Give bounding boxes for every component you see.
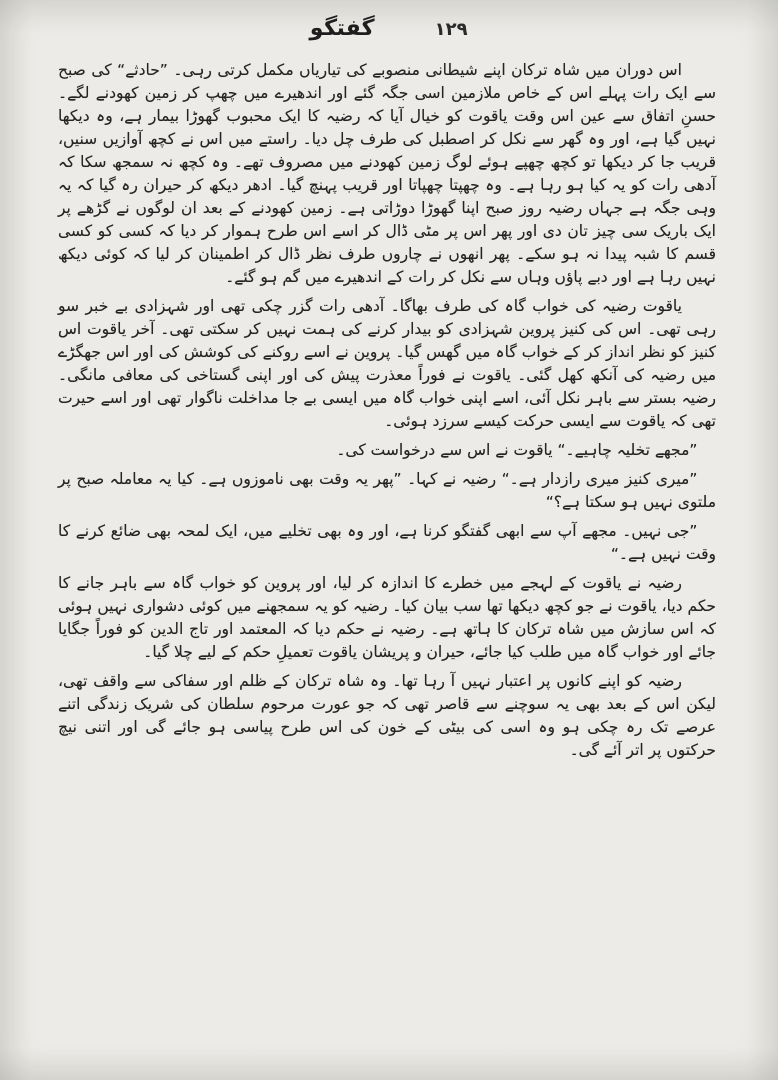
page-number: ۱۲۹: [434, 19, 468, 40]
paragraph-dialogue: ”جی نہیں۔ مجھے آپ سے ابھی گفتگو کرنا ہے، اور وہ بھی تخلیے میں، ایک لمحہ بھی ضائع کرنے کا وقت نہیں ہے۔“: [58, 522, 716, 563]
paragraph-dialogue: ”مجھے تخلیہ چاہیے۔“ یاقوت نے اس سے درخواست کی۔: [336, 441, 698, 459]
page-title: گفتگو: [309, 16, 376, 41]
body-text: [0, 41, 778, 762]
paragraph: اس دوران میں شاہ ترکان اپنے شیطانی منصوبے کی تیاریاں مکمل کرتی رہی۔ ”حادثے“ کی صبح سے ایک رات پہلے اس کے خاص ملازمین اسی جگہ گئے اور اندھیرے میں چھپ کر زمین کھودنے لگے۔ حسنِ اتفاق سے عین اس وقت یاقوت کو خیال آیا کہ رضیہ کا ایک محبوب گھوڑا بیمار ہے، وہ دیکھا نہیں گیا ہے، اور وہ گھر سے نکل کر اصطبل کی طرف چل دیا۔ راستے میں اس نے کچھ آوازیں سنیں، قریب جا کر دیکھا تو کچھ چھپے ہوئے لوگ زمین کھودنے میں مصروف تھے۔ وہ کچھ نہ سمجھ سکا کہ آدھی رات کو یہ کیا ہو رہا ہے۔ وہ چھپتا چھپاتا اور قریب پہنچ گیا۔ ادھر دیکھ کر حیران رہ گیا کہ یہ وہی جگہ ہے جہاں رضیہ روز صبح اپنا گھوڑا دوڑاتی ہے۔ زمین کھودنے کے بعد ان لوگوں نے گڑھے پر ایک باریک سی چیز تان دی اور پھر اس پر مٹی ڈال کر اسے اس طرح ہموار کر دیا کہ کسی کو کسی قسم کا شبہ پیدا نہ ہو سکے۔ پھر انھوں نے چاروں طرف نظر ڈال کر اطمینان کر لیا کہ کوئی دیکھ نہیں رہا ہے اور دبے پاؤں وہاں سے نکل کر رات کے اندھیرے میں گم ہو گئے۔: [58, 61, 716, 286]
paragraph: رضیہ کو اپنے کانوں پر اعتبار نہیں آ رہا تھا۔ وہ شاہ ترکان کے ظلم اور سفاکی سے واقف تھی، لیکن اس کے بعد بھی یہ سوچنے سے قاصر تھی کہ جو عورت مرحوم سلطان کی شریک زندگی اتنے عرصے تک رہ چکی ہو وہ اسی کی بیٹی کے خون کی اس طرح پیاسی ہو جائے گی اور اتنی نیچ حرکتوں پر اتر آئے گی۔: [58, 672, 716, 759]
paragraph: رضیہ نے یاقوت کے لہجے میں خطرے کا اندازہ کر لیا، اور پروین کو خواب گاہ سے باہر جانے کا حکم دیا، یاقوت نے جو کچھ دیکھا تھا سب بیان کیا۔ رضیہ کو یہ سمجھنے میں کوئی دشواری نہیں ہوئی کہ اس سازش میں شاہ ترکان کا ہاتھ ہے۔ رضیہ نے حکم دیا کہ المعتمد اور تاج الدین کو فوراً جگایا جائے اور خواب گاہ میں طلب کیا جائے، حیران و پریشان یاقوت تعمیلِ حکم کے لیے چلا گیا۔: [58, 574, 716, 661]
page-header: [0, 0, 778, 41]
paragraph-dialogue: ”میری کنیز میری رازدار ہے۔“ رضیہ نے کہا۔ ”پھر یہ وقت بھی ناموزوں ہے۔ کیا یہ معاملہ صبح پر ملتوی نہیں ہو سکتا ہے؟“: [58, 470, 716, 511]
paragraph: یاقوت رضیہ کی خواب گاہ کی طرف بھاگا۔ آدھی رات گزر چکی تھی اور شہزادی بے خبر سو رہی تھی۔ اس کی کنیز پروین شہزادی کو بیدار کرنے کی ہمت نہیں کر سکتی تھی۔ آخر یاقوت اس کنیز کو نظر انداز کر کے خواب گاہ میں گھس گیا۔ پروین نے اسے روکنے کی کوشش کی اور اس جھگڑے میں رضیہ کی آنکھ کھل گئی۔ یاقوت نے فوراً معذرت پیش کی اور اپنی گستاخی کی معافی مانگی۔ رضیہ بستر سے باہر نکل آئی، اسے اپنی خواب گاہ میں ایسی بے جا مداخلت ناگوار تھی اور اسے حیرت تھی کہ یاقوت سے ایسی حرکت کیسے سرزد ہوئی۔: [58, 297, 716, 430]
